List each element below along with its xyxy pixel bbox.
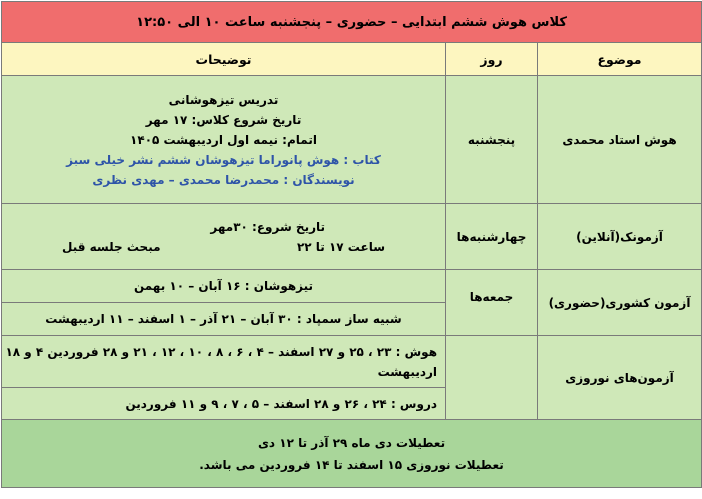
doroos-nowruz-dates: دروس : ۲۴ ، ۲۶ و ۲۸ اسفند – ۵ ، ۷ ، ۹ و ۱۱ فروردین xyxy=(2,388,446,420)
topic-hoosh-ostad-mohammadi: هوش استاد محمدی xyxy=(538,76,702,204)
topic-nowruz-exams: آزمون‌های نوروزی xyxy=(538,336,702,420)
day-fridays: جمعه‌ها xyxy=(446,270,538,336)
start-date-line: تاریخ شروع: ۳۰مهر xyxy=(210,219,326,234)
time-topic-line xyxy=(2,237,445,257)
header-day: روز xyxy=(446,43,538,76)
day-wednesdays: چهارشنبه‌ها xyxy=(446,204,538,270)
topic-azmoonak-online: آزمونک(آنلاین) xyxy=(538,204,702,270)
description-hoosh-class xyxy=(2,76,446,204)
hoosh-nowruz-dates: هوش : ۲۳ ، ۲۵ و ۲۷ اسفند – ۴ ، ۶ ، ۸ ، ۱۰ ، ۱۲ ، ۲۱ و ۲۸ فروردین ۴ و ۱۸ اردیبهشت xyxy=(2,336,446,388)
nowruz-holiday-line: تعطیلات نوروزی ۱۵ اسفند تا ۱۴ فروردین می باشد. xyxy=(199,457,504,472)
day-thursday: پنجشنبه xyxy=(446,76,538,204)
book-line: کتاب : هوش پانوراما تیزهوشان ششم نشر خیلی سبز xyxy=(66,152,381,167)
topic-azmoon-keshvari: آزمون کشوری(حضوری) xyxy=(538,270,702,336)
tizhooshan-dates: تیزهوشان : ۱۶ آبان – ۱۰ بهمن xyxy=(2,270,446,303)
table-title: کلاس هوش ششم ابتدایی – حضوری – پنجشنبه ساعت ۱۰ الی ۱۲:۵۰ xyxy=(2,2,702,43)
day-empty xyxy=(446,336,538,420)
desc-line: تدریس تیزهوشانی xyxy=(168,92,279,107)
schedule-table xyxy=(1,1,702,488)
holidays-note xyxy=(2,420,702,488)
authors-line: نویسندگان : محمدرضا محمدی – مهدی نظری xyxy=(92,172,355,187)
time-range: ساعت ۱۷ تا ۲۲ xyxy=(296,239,386,254)
header-topic: موضوع xyxy=(538,43,702,76)
desc-line: تاریخ شروع کلاس: ۱۷ مهر xyxy=(145,112,302,127)
previous-session-topic: مبحث جلسه قبل xyxy=(62,239,161,254)
desc-line: اتمام: نیمه اول اردیبهشت ۱۴۰۵ xyxy=(130,132,317,147)
header-description: توضیحات xyxy=(2,43,446,76)
samp-simulator-dates: شبیه ساز سمپاد : ۳۰ آبان – ۲۱ آذر – ۱ اسفند – ۱۱ اردیبهشت xyxy=(2,303,446,336)
description-azmoonak xyxy=(2,204,446,270)
dey-holiday-line: تعطیلات دی ماه ۲۹ آذر تا ۱۲ دی xyxy=(257,435,446,450)
